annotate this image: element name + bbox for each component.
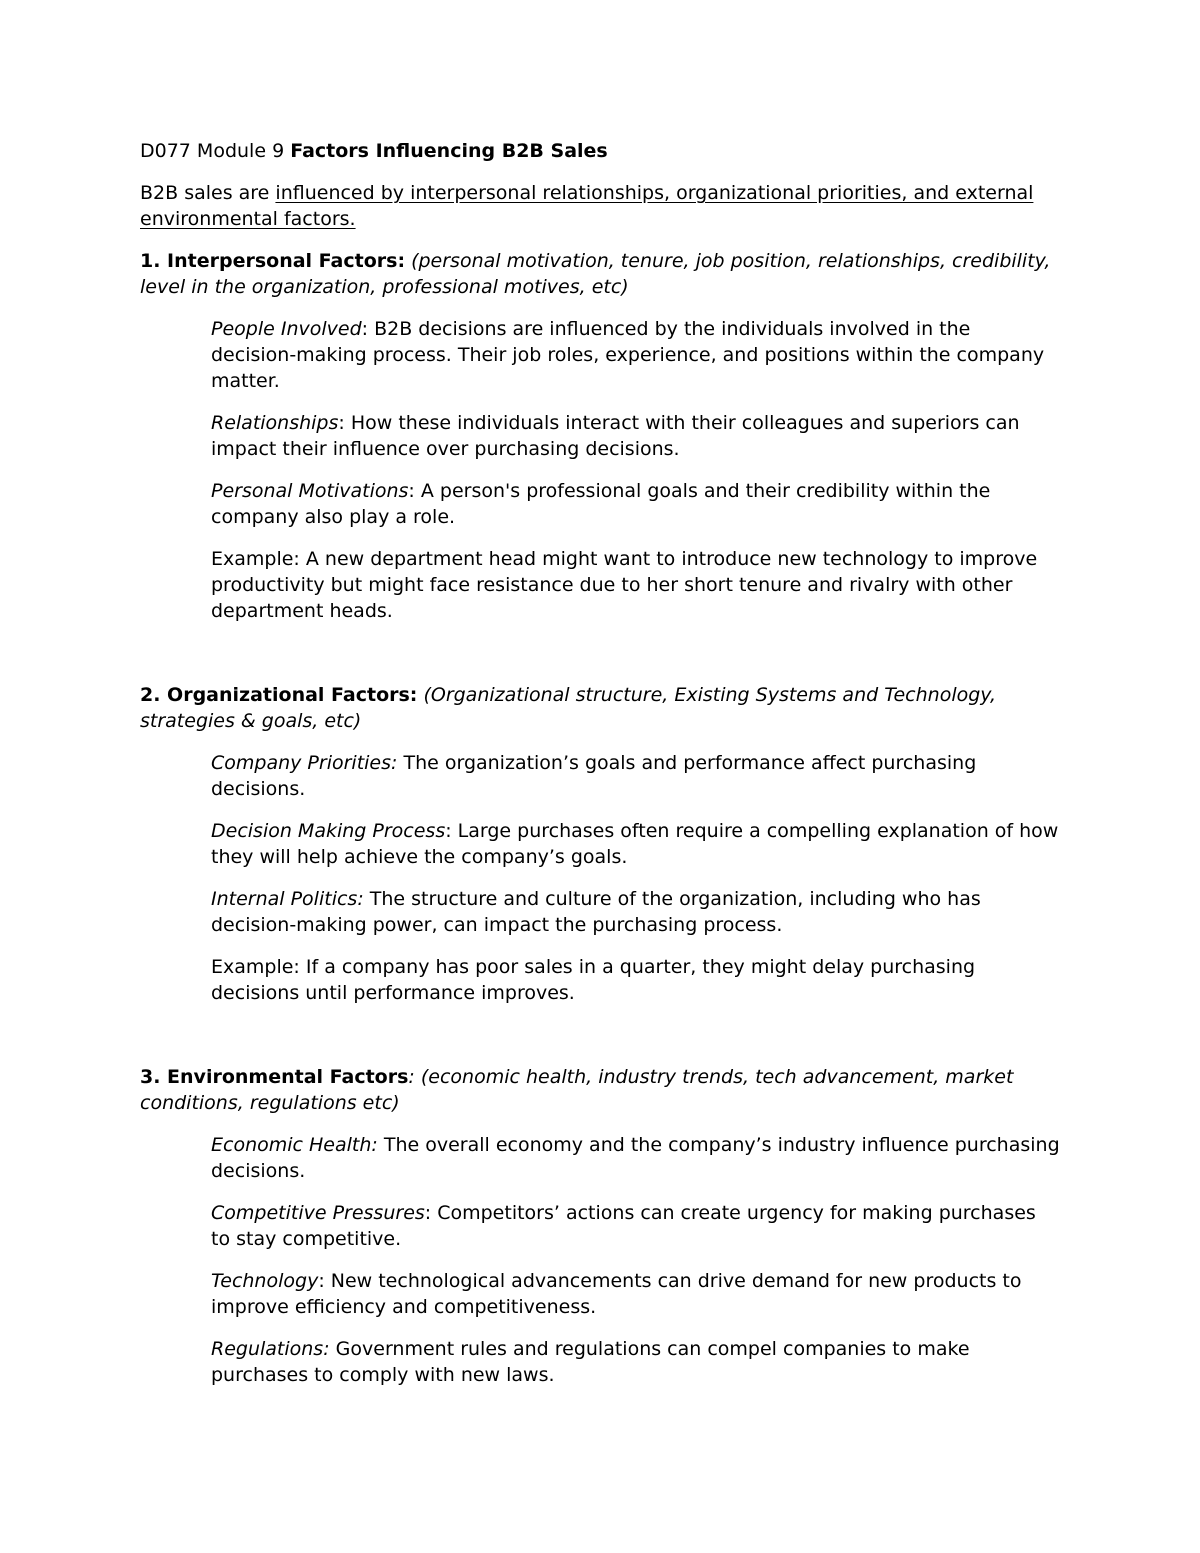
item-text: : B2B decisions are influenced by the individuals involved in the decision-making process. Their job roles, experience, and positions within the company matter. — [211, 318, 1045, 392]
item-term: Internal Politics: — [211, 888, 364, 910]
list-item — [211, 1336, 1060, 1388]
item-text: : Competitors’ actions can create urgency for making purchases to stay competitive. — [211, 1202, 1036, 1250]
item-term: Competitive Pressures — [211, 1202, 425, 1224]
item-term: Economic Health: — [211, 1134, 378, 1156]
list-item — [211, 886, 1060, 938]
example-paragraph: Example: A new department head might want to introduce new technology to improve productivity but might face resistance due to her short tenure and rivalry with other department heads. — [211, 548, 1038, 622]
item-text: : A person's professional goals and their credibility within the company also play a role. — [211, 480, 991, 528]
section-heading-organizational — [140, 682, 1060, 734]
intro-prefix: B2B sales are — [140, 182, 276, 204]
section-heading-interpersonal — [140, 248, 1060, 300]
document-body — [140, 138, 1060, 1404]
item-text: : New technological advancements can drive demand for new products to improve efficiency and competitiveness. — [211, 1270, 1022, 1318]
item-term: People Involved — [211, 318, 362, 340]
item-term: Technology — [211, 1270, 319, 1292]
section-heading-label: 2. Organizational Factors: — [140, 684, 418, 706]
item-text: : Large purchases often require a compelling explanation of how they will help achieve the company’s goals. — [211, 820, 1059, 868]
list-item — [211, 1268, 1060, 1320]
example-paragraph: Example: If a company has poor sales in a quarter, they might delay purchasing decisions until performance improves. — [211, 956, 976, 1004]
section-subtitle: (personal motivation, tenure, job position, relationships, credibility, level in the organization, professional motives, etc) — [140, 250, 1051, 298]
section-spacer — [140, 1022, 1060, 1064]
intro-underlined: influenced by interpersonal relationships, organizational priorities, and external environmental factors. — [140, 182, 1034, 230]
list-item — [211, 818, 1060, 870]
item-term: Relationships — [211, 412, 339, 434]
list-item — [211, 410, 1060, 462]
item-text: Government rules and regulations can compel companies to make purchases to comply with new laws. — [211, 1338, 970, 1386]
section-heading-label: 3. Environmental Factors — [140, 1066, 409, 1088]
item-text: The overall economy and the company’s industry influence purchasing decisions. — [211, 1134, 1060, 1182]
section-heading-label: 1. Interpersonal Factors: — [140, 250, 406, 272]
section-spacer — [140, 640, 1060, 682]
item-term: Regulations: — [211, 1338, 330, 1360]
item-text: The organization’s goals and performance affect purchasing decisions. — [211, 752, 977, 800]
title-bold: Factors Influencing B2B Sales — [290, 140, 608, 162]
section-subtitle: : (economic health, industry trends, tech advancement, market conditions, regulations etc) — [140, 1066, 1014, 1114]
doc-title — [140, 138, 1060, 164]
intro-paragraph — [140, 180, 1060, 232]
list-item — [211, 1200, 1060, 1252]
list-item — [211, 478, 1060, 530]
section-heading-environmental — [140, 1064, 1060, 1116]
item-text: The structure and culture of the organization, including who has decision-making power, can impact the purchasing process. — [211, 888, 981, 936]
item-term: Personal Motivations — [211, 480, 409, 502]
section-subtitle: (Organizational structure, Existing Systems and Technology, strategies & goals, etc) — [140, 684, 997, 732]
list-item — [211, 1132, 1060, 1184]
item-text: : How these individuals interact with their colleagues and superiors can impact their influence over purchasing decisions. — [211, 412, 1020, 460]
title-prefix: D077 Module 9 — [140, 140, 291, 162]
list-item — [211, 316, 1060, 394]
item-term: Decision Making Process — [211, 820, 446, 842]
item-term: Company Priorities: — [211, 752, 398, 774]
list-item — [211, 750, 1060, 802]
